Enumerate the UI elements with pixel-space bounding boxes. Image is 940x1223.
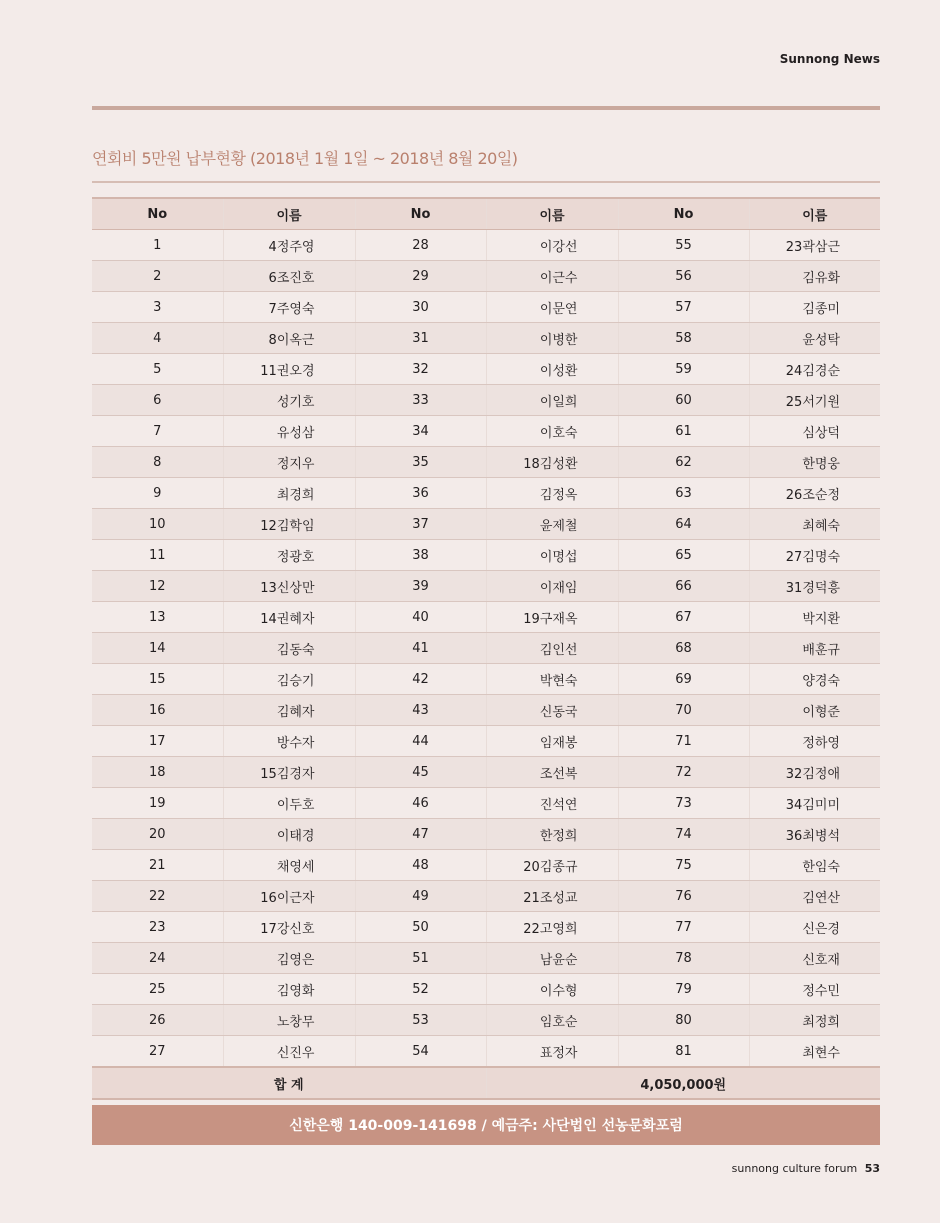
- member-number-cell: 42: [355, 664, 486, 695]
- member-number-cell: 45: [355, 757, 486, 788]
- member-name-cell: 신호재: [749, 943, 880, 974]
- member-number-cell: 11: [92, 540, 223, 571]
- member-number-cell: 14: [92, 633, 223, 664]
- member-number-cell: 17: [92, 726, 223, 757]
- member-name-cell: 이재임: [486, 571, 618, 602]
- member-name-cell: 20김종규: [486, 850, 618, 881]
- member-number-cell: 71: [618, 726, 749, 757]
- member-number-cell: 15: [92, 664, 223, 695]
- member-name-cell: 이성환: [486, 354, 618, 385]
- member-number-cell: 68: [618, 633, 749, 664]
- member-name-cell: 최경희: [223, 478, 355, 509]
- member-number-cell: 7: [92, 416, 223, 447]
- member-name-cell: 양경숙: [749, 664, 880, 695]
- member-name-cell: 6조진호: [223, 261, 355, 292]
- member-number-cell: 78: [618, 943, 749, 974]
- member-number-cell: 73: [618, 788, 749, 819]
- member-name-cell: 4정주영: [223, 230, 355, 261]
- member-name-cell: 방수자: [223, 726, 355, 757]
- member-number-cell: 27: [92, 1036, 223, 1068]
- member-number-cell: 53: [355, 1005, 486, 1036]
- member-number-cell: 47: [355, 819, 486, 850]
- member-number-cell: 43: [355, 695, 486, 726]
- member-name-cell: 21조성교: [486, 881, 618, 912]
- table-row: [92, 447, 880, 478]
- member-name-cell: 이수형: [486, 974, 618, 1005]
- column-header-no: No: [355, 198, 486, 230]
- member-name-cell: 김영은: [223, 943, 355, 974]
- total-label: 합 계: [92, 1067, 486, 1099]
- member-name-cell: 7주영숙: [223, 292, 355, 323]
- member-name-cell: 진석연: [486, 788, 618, 819]
- member-number-cell: 29: [355, 261, 486, 292]
- table-row: [92, 230, 880, 261]
- section-title: 연회비 5만원 납부현황 (2018년 1월 1일 ~ 2018년 8월 20일): [92, 149, 518, 168]
- member-number-cell: 74: [618, 819, 749, 850]
- column-header-name: 이름: [749, 198, 880, 230]
- member-name-cell: 김연산: [749, 881, 880, 912]
- member-number-cell: 61: [618, 416, 749, 447]
- table-row: [92, 261, 880, 292]
- member-name-cell: 16이근자: [223, 881, 355, 912]
- member-name-cell: 윤제철: [486, 509, 618, 540]
- member-name-cell: 정수민: [749, 974, 880, 1005]
- table-row: [92, 633, 880, 664]
- member-name-cell: 27김명숙: [749, 540, 880, 571]
- column-header-no: No: [618, 198, 749, 230]
- member-name-cell: 24김경순: [749, 354, 880, 385]
- member-number-cell: 8: [92, 447, 223, 478]
- member-name-cell: 최정희: [749, 1005, 880, 1036]
- member-name-cell: 임호순: [486, 1005, 618, 1036]
- member-name-cell: 김승기: [223, 664, 355, 695]
- column-header-name: 이름: [223, 198, 355, 230]
- member-number-cell: 30: [355, 292, 486, 323]
- table-row: [92, 1036, 880, 1068]
- member-name-cell: 최현수: [749, 1036, 880, 1068]
- member-number-cell: 21: [92, 850, 223, 881]
- member-name-cell: 이형준: [749, 695, 880, 726]
- member-name-cell: 36최병석: [749, 819, 880, 850]
- table-row: [92, 695, 880, 726]
- member-number-cell: 37: [355, 509, 486, 540]
- member-number-cell: 25: [92, 974, 223, 1005]
- member-name-cell: 12김학임: [223, 509, 355, 540]
- member-number-cell: 36: [355, 478, 486, 509]
- member-name-cell: 8이옥근: [223, 323, 355, 354]
- member-number-cell: 26: [92, 1005, 223, 1036]
- member-name-cell: 성기호: [223, 385, 355, 416]
- table-row: [92, 354, 880, 385]
- member-number-cell: 44: [355, 726, 486, 757]
- member-number-cell: 56: [618, 261, 749, 292]
- member-name-cell: 최혜숙: [749, 509, 880, 540]
- member-name-cell: 32김정애: [749, 757, 880, 788]
- member-number-cell: 70: [618, 695, 749, 726]
- member-number-cell: 51: [355, 943, 486, 974]
- member-number-cell: 77: [618, 912, 749, 943]
- member-number-cell: 54: [355, 1036, 486, 1068]
- member-name-cell: 정하영: [749, 726, 880, 757]
- title-divider: [92, 181, 880, 183]
- member-name-cell: 조선복: [486, 757, 618, 788]
- page-number: 53: [864, 1162, 880, 1175]
- table-row: [92, 323, 880, 354]
- member-name-cell: 이두호: [223, 788, 355, 819]
- member-name-cell: 한명웅: [749, 447, 880, 478]
- member-number-cell: 6: [92, 385, 223, 416]
- table-row: [92, 850, 880, 881]
- member-number-cell: 40: [355, 602, 486, 633]
- table-row: [92, 292, 880, 323]
- table-row: [92, 757, 880, 788]
- member-name-cell: 김유화: [749, 261, 880, 292]
- member-name-cell: 34김미미: [749, 788, 880, 819]
- member-name-cell: 이문연: [486, 292, 618, 323]
- member-name-cell: 채영세: [223, 850, 355, 881]
- member-name-cell: 노창무: [223, 1005, 355, 1036]
- member-number-cell: 59: [618, 354, 749, 385]
- table-row: [92, 509, 880, 540]
- table-row: [92, 385, 880, 416]
- table-row: [92, 819, 880, 850]
- member-name-cell: 이일희: [486, 385, 618, 416]
- table-row: [92, 974, 880, 1005]
- member-name-cell: 이근수: [486, 261, 618, 292]
- member-name-cell: 정지우: [223, 447, 355, 478]
- table-row: [92, 540, 880, 571]
- donation-table: [92, 197, 880, 1100]
- member-name-cell: 이태경: [223, 819, 355, 850]
- member-name-cell: 김혜자: [223, 695, 355, 726]
- member-name-cell: 김인선: [486, 633, 618, 664]
- member-number-cell: 32: [355, 354, 486, 385]
- table-row: [92, 416, 880, 447]
- member-name-cell: 14권혜자: [223, 602, 355, 633]
- member-number-cell: 79: [618, 974, 749, 1005]
- table-row: [92, 478, 880, 509]
- member-number-cell: 58: [618, 323, 749, 354]
- member-name-cell: 남윤순: [486, 943, 618, 974]
- member-number-cell: 57: [618, 292, 749, 323]
- member-number-cell: 63: [618, 478, 749, 509]
- member-name-cell: 이호숙: [486, 416, 618, 447]
- member-name-cell: 이강선: [486, 230, 618, 261]
- member-name-cell: 김영화: [223, 974, 355, 1005]
- member-name-cell: 표정자: [486, 1036, 618, 1068]
- member-number-cell: 65: [618, 540, 749, 571]
- member-number-cell: 9: [92, 478, 223, 509]
- member-name-cell: 심상덕: [749, 416, 880, 447]
- member-number-cell: 5: [92, 354, 223, 385]
- member-name-cell: 한정희: [486, 819, 618, 850]
- member-name-cell: 19구재옥: [486, 602, 618, 633]
- member-number-cell: 38: [355, 540, 486, 571]
- member-number-cell: 23: [92, 912, 223, 943]
- member-number-cell: 52: [355, 974, 486, 1005]
- member-name-cell: 17강신호: [223, 912, 355, 943]
- member-number-cell: 50: [355, 912, 486, 943]
- member-name-cell: 26조순정: [749, 478, 880, 509]
- member-name-cell: 25서기원: [749, 385, 880, 416]
- member-name-cell: 정광호: [223, 540, 355, 571]
- member-number-cell: 41: [355, 633, 486, 664]
- member-name-cell: 11권오경: [223, 354, 355, 385]
- member-name-cell: 박현숙: [486, 664, 618, 695]
- table-row: [92, 788, 880, 819]
- member-number-cell: 39: [355, 571, 486, 602]
- member-number-cell: 1: [92, 230, 223, 261]
- member-number-cell: 31: [355, 323, 486, 354]
- member-name-cell: 김종미: [749, 292, 880, 323]
- member-name-cell: 김동숙: [223, 633, 355, 664]
- member-number-cell: 60: [618, 385, 749, 416]
- member-number-cell: 18: [92, 757, 223, 788]
- member-number-cell: 67: [618, 602, 749, 633]
- bank-account-banner: 신한은행 140-009-141698 / 예금주: 사단법인 선농문화포럼: [92, 1105, 880, 1145]
- member-number-cell: 24: [92, 943, 223, 974]
- member-number-cell: 72: [618, 757, 749, 788]
- member-number-cell: 20: [92, 819, 223, 850]
- member-number-cell: 62: [618, 447, 749, 478]
- member-name-cell: 박지환: [749, 602, 880, 633]
- member-number-cell: 13: [92, 602, 223, 633]
- member-name-cell: 15김경자: [223, 757, 355, 788]
- member-number-cell: 2: [92, 261, 223, 292]
- member-name-cell: 이명섭: [486, 540, 618, 571]
- member-number-cell: 28: [355, 230, 486, 261]
- member-number-cell: 4: [92, 323, 223, 354]
- column-header-name: 이름: [486, 198, 618, 230]
- member-name-cell: 배훈규: [749, 633, 880, 664]
- member-number-cell: 22: [92, 881, 223, 912]
- member-number-cell: 75: [618, 850, 749, 881]
- member-number-cell: 10: [92, 509, 223, 540]
- member-number-cell: 49: [355, 881, 486, 912]
- table-row: [92, 912, 880, 943]
- member-name-cell: 윤성탁: [749, 323, 880, 354]
- member-number-cell: 64: [618, 509, 749, 540]
- member-name-cell: 신동국: [486, 695, 618, 726]
- member-number-cell: 48: [355, 850, 486, 881]
- total-value: 4,050,000원: [486, 1067, 880, 1099]
- member-name-cell: 김정옥: [486, 478, 618, 509]
- member-name-cell: 임재봉: [486, 726, 618, 757]
- member-name-cell: 13신상만: [223, 571, 355, 602]
- member-number-cell: 76: [618, 881, 749, 912]
- table-row: [92, 1005, 880, 1036]
- table-row: [92, 726, 880, 757]
- table-row: [92, 602, 880, 633]
- member-name-cell: 유성삼: [223, 416, 355, 447]
- member-number-cell: 3: [92, 292, 223, 323]
- member-number-cell: 33: [355, 385, 486, 416]
- table-header-row: [92, 198, 880, 230]
- table-row: [92, 881, 880, 912]
- top-divider: [92, 106, 880, 110]
- table-row: [92, 943, 880, 974]
- page-footer: [732, 1162, 880, 1175]
- member-number-cell: 69: [618, 664, 749, 695]
- member-name-cell: 신진우: [223, 1036, 355, 1068]
- member-number-cell: 55: [618, 230, 749, 261]
- member-name-cell: 31경덕흥: [749, 571, 880, 602]
- member-number-cell: 80: [618, 1005, 749, 1036]
- table-body: [92, 230, 880, 1068]
- member-number-cell: 34: [355, 416, 486, 447]
- member-number-cell: 16: [92, 695, 223, 726]
- member-name-cell: 이병한: [486, 323, 618, 354]
- total-row: [92, 1067, 880, 1099]
- member-number-cell: 81: [618, 1036, 749, 1068]
- member-number-cell: 66: [618, 571, 749, 602]
- member-number-cell: 19: [92, 788, 223, 819]
- member-number-cell: 12: [92, 571, 223, 602]
- member-number-cell: 46: [355, 788, 486, 819]
- member-name-cell: 신은경: [749, 912, 880, 943]
- member-number-cell: 35: [355, 447, 486, 478]
- column-header-no: No: [92, 198, 223, 230]
- table-row: [92, 664, 880, 695]
- member-name-cell: 한임숙: [749, 850, 880, 881]
- table-row: [92, 571, 880, 602]
- member-name-cell: 22고영희: [486, 912, 618, 943]
- header-label: Sunnong News: [779, 52, 880, 66]
- member-name-cell: 23곽삼근: [749, 230, 880, 261]
- member-name-cell: 18김성환: [486, 447, 618, 478]
- footer-text: sunnong culture forum: [731, 1162, 858, 1175]
